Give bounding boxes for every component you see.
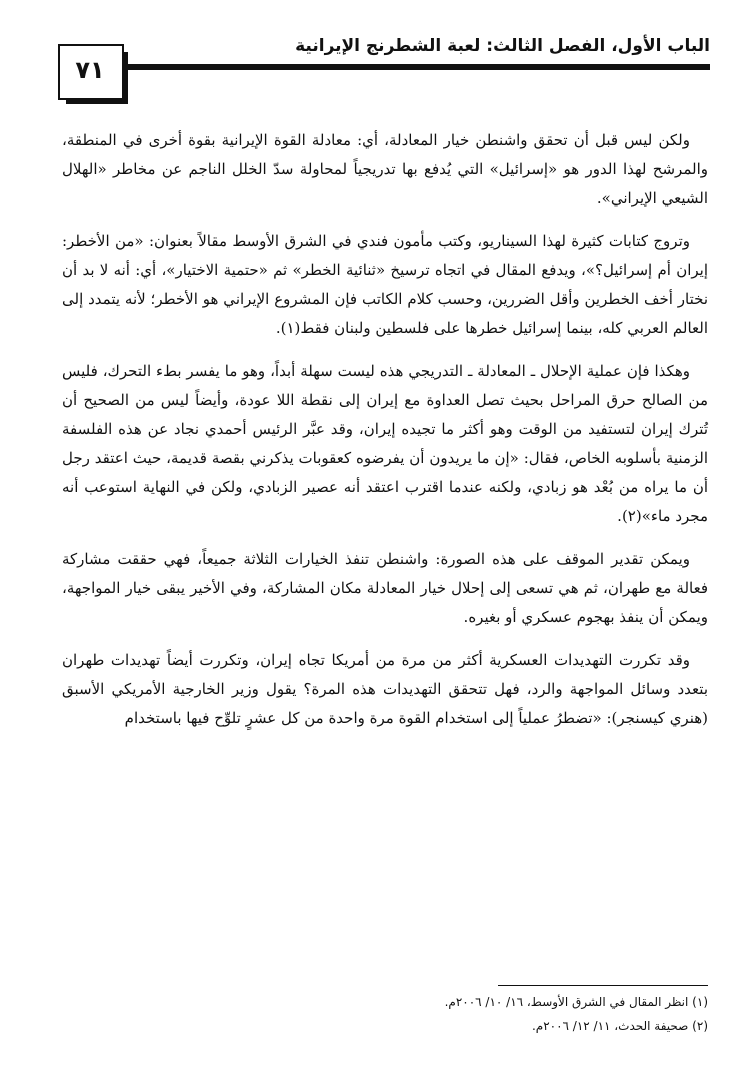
- footnote-1: (١) انظر المقال في الشرق الأوسط، ١٦/ ١٠/ ٢٠٠٦م.: [444, 995, 708, 1009]
- paragraph-1: ولكن ليس قبل أن تحقق واشنطن خيار المعادلة، أي: معادلة القوة الإيرانية بقوة أخرى في المنطقة، والمرشح لهذا الدور هو «إسرائيل» التي يُدفع بها تدريجياً لمحاولة سدّ الخلل الناجم عن مخاطر «الهلال الشيعي الإيراني».: [62, 131, 708, 207]
- footnote-2: (٢) صحيفة الحدث، ١١/ ١٢/ ٢٠٠٦م.: [531, 1019, 708, 1033]
- footnotes: [240, 990, 708, 1038]
- paragraph-3: وهكذا فإن عملية الإحلال ـ المعادلة ـ التدريجي هذه ليست سهلة أبداً، وهو ما يفسر بطء التحرك، فليس من الصالح حرق المراحل بحيث تصل العداوة مع إيران إلى نقطة اللا عودة، وأيضاً ليس من الصحيح أن تُترك إيران لتستفيد من الوقت وهو أكثر ما تجيده إيران، وقد عبَّر الرئيس أحمدي نجاد عن هذه الفلسفة الزمنية بأسلوبه الخاص، فقال: «إن ما يريدون أن يفرضوه كعقوبات يذكرني بقصة قديمة، حيث اعتقد رجل أن ما يراه من بُعْد هو زبادي، ولكنه عندما اقترب اعتقد أنه عصير الزبادي، ولكن في النهاية استوعب أنه مجرد ماء»(٢).: [62, 362, 708, 525]
- header-rule: [122, 64, 710, 70]
- paragraph-5: وقد تكررت التهديدات العسكرية أكثر من مرة من أمريكا تجاه إيران، وتكررت أيضاً تهديدات طهران بتعدد وسائل المواجهة والرد، فهل تتحقق التهديدات هذه المرة؟ يقول وزير الخارجية الأمريكي الأسبق (هنري كيسنجر): «تضطرُ عملياً إلى استخدام القوة مرة واحدة من كل عشرٍ تلوِّح فيها باستخدام: [62, 651, 708, 727]
- paragraph-4: ويمكن تقدير الموقف على هذه الصورة: واشنطن تنفذ الخيارات الثلاثة جميعاً، فهي حققت مشاركة فعالة مع طهران، ثم هي تسعى إلى إحلال خيار المعادلة مكان المشاركة، وفي الأخير يبقى خيار المواجهة، ويمكن أن ينفذ بهجوم عسكري أو بغيره.: [62, 550, 708, 626]
- footnote-rule: [498, 985, 708, 986]
- paragraph-2: وتروج كتابات كثيرة لهذا السيناريو، وكتب مأمون فندي في الشرق الأوسط مقالاً بعنوان: «من الأخطر: إيران أم إسرائيل؟»، ويدفع المقال في اتجاه ترسيخ «ثنائية الخطر» ثم «حتمية الاختيار»، أي: أنه لا بد أن نختار أخف الخطرين وأقل الضررين، وحسب كلام الكاتب فإن المشروع الإيراني هو الأخطر؛ لأنه يتمدد إلى العالم العربي كله، بينما إسرائيل خطرها على فلسطين ولبنان فقط(١).: [62, 232, 708, 337]
- page-number: ٧١: [75, 56, 105, 84]
- running-header: الباب الأول، الفصل الثالث: لعبة الشطرنج الإيرانية: [295, 36, 710, 56]
- page-body: [62, 126, 708, 733]
